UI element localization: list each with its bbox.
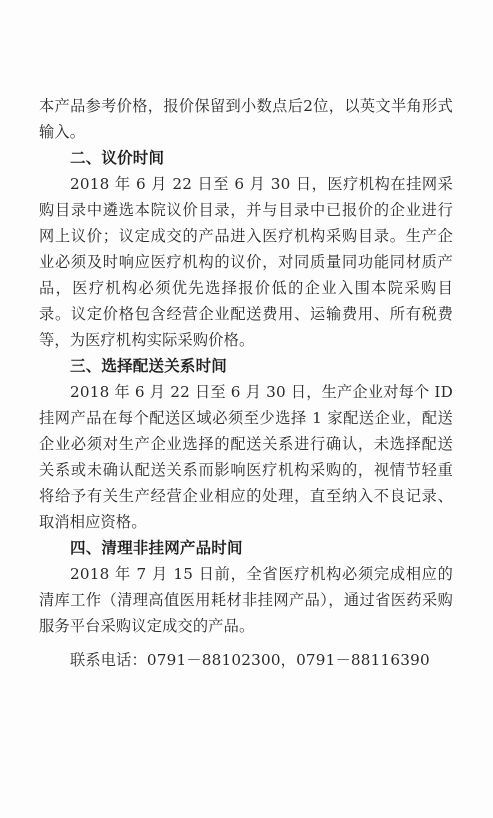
section-heading-distribution-time: 三、选择配送关系时间 [70, 357, 228, 375]
section-body-cleanup-time: 2018 年 7 月 15 日前，全省医疗机构必须完成相应的清库工作（清理高值医用耗材非挂网产品），通过省医药采购服务平台采购议定成交的产品。 [39, 565, 453, 635]
intro-paragraph: 本产品参考价格，报价保留到小数点后2位，以英文半角形式输入。 [39, 97, 453, 141]
document-body [39, 93, 453, 673]
section-body-distribution-time: 2018 年 6 月 22 日至 6 月 30 日，生产企业对每个 ID 挂网产品在每个配送区域必须至少选择 1 家配送企业，配送企业必须对生产企业选择的配送关系进行确认，未选择配送关系或未确认配送关系而影响医疗机构采购的，视情节轻重将给予有关生产经营企业相应的处理，直至纳入不良记录、取消相应资格。 [39, 383, 453, 531]
section-heading-cleanup-time: 四、清理非挂网产品时间 [70, 539, 243, 557]
section-heading-negotiation-time: 二、议价时间 [70, 149, 165, 167]
section-body-negotiation-time: 2018 年 6 月 22 日至 6 月 30 日，医疗机构在挂网采购目录中遴选本院议价目录，并与目录中已报价的企业进行网上议价；议定成交的产品进入医疗机构采购目录。生产企业必须及时响应医疗机构的议价，对同质量同功能同材质产品，医疗机构必须优先选择报价低的企业入围本院采购目录。议定价格包含经营企业配送费用、运输费用、所有税费等，为医疗机构实际采购价格。 [39, 175, 453, 349]
contact-phone-line: 联系电话：0791－88102300，0791－88116390 [70, 651, 430, 669]
